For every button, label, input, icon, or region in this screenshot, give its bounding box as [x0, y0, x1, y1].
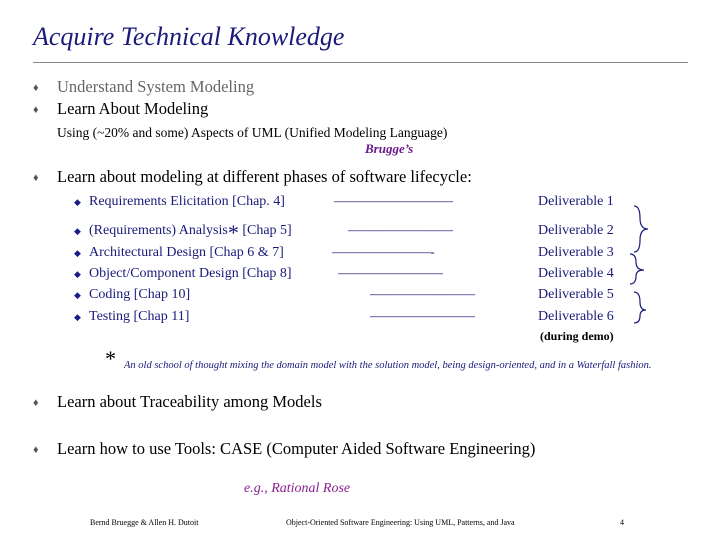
diamond-bullet-icon: ♦: [33, 82, 39, 94]
during-demo-label: (during demo): [540, 329, 614, 343]
deliverable-label: Deliverable 1: [538, 194, 614, 209]
bracket-analysis: [634, 206, 648, 252]
phase-dashes: –––––––––––––––: [338, 266, 443, 281]
diamond-bullet-icon: ◆: [74, 226, 81, 236]
diamond-bullet-icon: ♦: [33, 397, 39, 409]
bullet-text: Learn About Modeling: [57, 99, 209, 118]
footer-authors: Bernd Bruegge & Allen H. Dutoit: [90, 518, 199, 527]
deliverable-label: Deliverable 4: [538, 266, 614, 281]
title-divider: [33, 62, 688, 63]
bullet-phases: [0, 168, 720, 188]
diamond-bullet-icon: ♦: [33, 104, 39, 116]
phase-dashes: –––––––––––––––: [370, 309, 475, 324]
diamond-bullet-icon: ◆: [74, 269, 81, 279]
phase-label: Object/Component Design [Chap 8]: [89, 266, 292, 281]
bullet-text: Learn how to use Tools: CASE (Computer Aided Software Engineering): [57, 439, 536, 458]
bullet-traceability: [0, 393, 720, 413]
phase-dashes: ––––––––––––––-: [332, 245, 435, 260]
bullet-text: Understand System Modeling: [57, 77, 255, 96]
bullet-learn-modeling: [0, 100, 720, 120]
deliverable-label: Deliverable 3: [538, 245, 614, 260]
deliverable-label: Deliverable 2: [538, 223, 614, 238]
example-rational-rose: e.g., Rational Rose: [244, 481, 351, 496]
phase-row: [0, 287, 720, 305]
diamond-bullet-icon: ♦: [33, 444, 39, 456]
diamond-bullet-icon: ◆: [74, 312, 81, 322]
footer-book-title: Object-Oriented Software Engineering: Using UML, Patterns, and Java: [286, 518, 515, 527]
uml-aspects-line: Using (~20% and some) Aspects of UML (Unified Modeling Language): [57, 125, 448, 140]
deliverable-brackets: [624, 196, 664, 326]
phase-dashes: –––––––––––––––––: [334, 194, 453, 209]
diamond-bullet-icon: ◆: [74, 248, 81, 258]
phase-label: Architectural Design [Chap 6 & 7]: [89, 245, 284, 260]
phase-label: Requirements Elicitation [Chap. 4]: [89, 194, 285, 209]
phase-row: [0, 194, 720, 212]
bracket-design: [630, 254, 644, 284]
deliverable-label: Deliverable 6: [538, 309, 614, 324]
diamond-bullet-icon: ◆: [74, 197, 81, 207]
phase-label: Testing [Chap 11]: [89, 309, 190, 324]
diamond-bullet-icon: ◆: [74, 290, 81, 300]
bracket-implementation: [634, 292, 646, 323]
phase-row: [0, 309, 720, 327]
bullet-text: Learn about Traceability among Models: [57, 392, 322, 411]
footnote-asterisk: *: [104, 346, 115, 371]
phase-dashes: –––––––––––––––: [348, 223, 453, 238]
phase-label-pre: (Requirements) Analysis: [89, 223, 228, 238]
phase-row: [0, 220, 720, 245]
footnote-text: An old school of thought mixing the domain model with the solution model, being design-oriented, and in a Waterfall fashion.: [124, 360, 652, 371]
phase-label: Coding [Chap 10]: [89, 287, 191, 302]
phase-label-post: [Chap 5]: [238, 223, 292, 238]
brugge-label: Brugge’s: [365, 141, 414, 156]
deliverable-label: Deliverable 5: [538, 287, 614, 302]
bullet-tools: [0, 440, 720, 460]
page-title: Acquire Technical Knowledge: [33, 22, 345, 51]
phase-row: [0, 245, 720, 263]
phase-label: [89, 220, 292, 245]
footer-page-number: 4: [620, 518, 624, 527]
asterisk-marker: *: [227, 220, 239, 245]
bullet-text: Learn about modeling at different phases of software lifecycle:: [57, 167, 472, 186]
bullet-understand-modeling: [0, 78, 720, 98]
diamond-bullet-icon: ♦: [33, 172, 39, 184]
phase-row: [0, 266, 720, 284]
phase-dashes: –––––––––––––––: [370, 287, 475, 302]
